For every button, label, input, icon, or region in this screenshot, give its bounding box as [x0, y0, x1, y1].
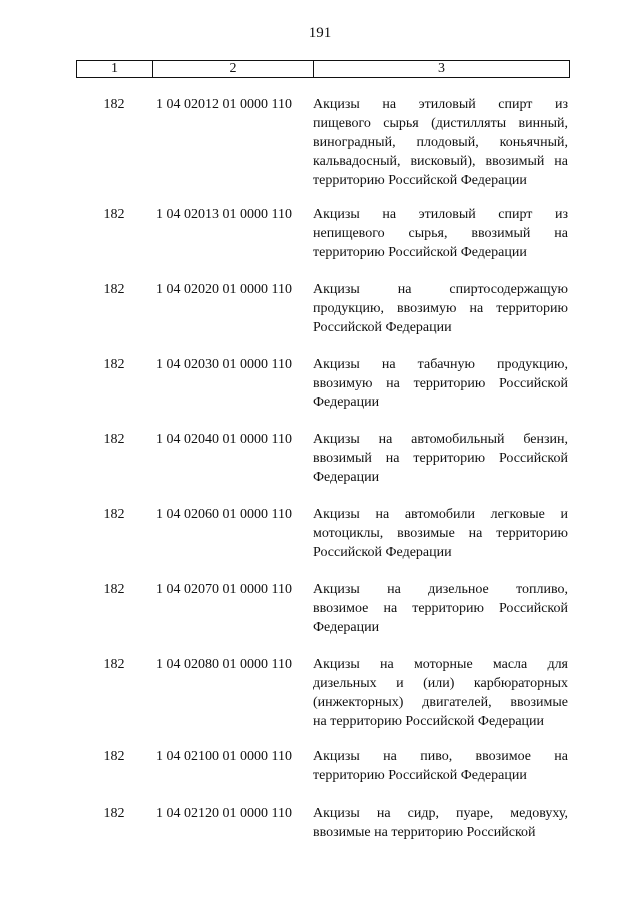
- description-line: (инжекторных) двигателей, ввозимые: [313, 695, 568, 710]
- description-line: Акцизы на пиво, ввозимое на: [313, 749, 568, 764]
- admin-code: 182: [103, 207, 125, 222]
- admin-code: 182: [103, 657, 125, 672]
- budget-code: 1 04 02013 01 0000 110: [156, 207, 292, 222]
- admin-code: 182: [103, 432, 125, 447]
- header-col-1: 1: [77, 61, 153, 77]
- description-line: Российской Федерации: [313, 545, 452, 560]
- description-line: Акцизы на этиловый спирт из: [313, 97, 568, 112]
- description-line: ввозимые на территорию Российской: [313, 825, 536, 840]
- description-line: территорию Российской Федерации: [313, 245, 527, 260]
- description-line: Акцизы на моторные масла для: [313, 657, 568, 672]
- income-description: [313, 95, 568, 190]
- budget-code: 1 04 02012 01 0000 110: [156, 97, 292, 112]
- budget-code: 1 04 02060 01 0000 110: [156, 507, 292, 522]
- budget-code: 1 04 02020 01 0000 110: [156, 282, 292, 297]
- admin-code: 182: [103, 357, 125, 372]
- admin-code: 182: [103, 749, 125, 764]
- description-line: непищевого сырья, ввозимый на: [313, 226, 568, 241]
- description-line: Акцизы на автомобильный бензин,: [313, 432, 568, 447]
- income-description: [313, 280, 568, 337]
- income-description: [313, 430, 568, 487]
- description-line: территорию Российской Федерации: [313, 768, 527, 783]
- header-col-2: 2: [153, 61, 314, 77]
- admin-code: 182: [103, 97, 125, 112]
- description-line: Федерации: [313, 620, 380, 635]
- description-line: кальвадосный, висковый), ввозимый на: [313, 154, 568, 169]
- admin-code: 182: [103, 282, 125, 297]
- admin-code: 182: [103, 507, 125, 522]
- income-description: [313, 747, 568, 785]
- description-line: ввозимое на территорию Российской: [313, 601, 568, 616]
- budget-code: 1 04 02040 01 0000 110: [156, 432, 292, 447]
- description-line: пищевого сырья (дистилляты винный,: [313, 116, 568, 131]
- budget-code: 1 04 02070 01 0000 110: [156, 582, 292, 597]
- income-description: [313, 655, 568, 731]
- description-line: на территорию Российской Федерации: [313, 714, 545, 729]
- description-line: Акцизы на этиловый спирт из: [313, 207, 568, 222]
- income-description: [313, 580, 568, 637]
- description-line: Акцизы на автомобили легковые и: [313, 507, 568, 522]
- description-line: продукцию, ввозимую на территорию: [313, 301, 568, 316]
- description-line: ввозимую на территорию Российской: [313, 376, 568, 391]
- description-line: Российской Федерации: [313, 320, 452, 335]
- description-line: Акцизы на табачную продукцию,: [313, 357, 568, 372]
- admin-code: 182: [103, 806, 125, 821]
- budget-code: 1 04 02030 01 0000 110: [156, 357, 292, 372]
- table-header: [76, 60, 570, 78]
- description-line: виноградный, плодовый, коньячный,: [313, 135, 568, 150]
- description-line: Акцизы на сидр, пуаре, медовуху,: [313, 806, 568, 821]
- description-line: дизельных и (или) карбюраторных: [313, 676, 568, 691]
- budget-code: 1 04 02100 01 0000 110: [156, 749, 292, 764]
- description-line: мотоциклы, ввозимые на территорию: [313, 526, 568, 541]
- page-number: 191: [308, 25, 332, 41]
- description-line: Акцизы на дизельное топливо,: [313, 582, 568, 597]
- description-line: территорию Российской Федерации: [313, 173, 527, 188]
- admin-code: 182: [103, 582, 125, 597]
- income-description: [313, 804, 568, 842]
- header-col-3: 3: [438, 61, 445, 76]
- description-line: Акцизы на спиртосодержащую: [313, 282, 568, 297]
- income-description: [313, 505, 568, 562]
- description-line: Федерации: [313, 470, 380, 485]
- income-description: [313, 355, 568, 412]
- description-line: Федерации: [313, 395, 380, 410]
- budget-code: 1 04 02080 01 0000 110: [156, 657, 292, 672]
- description-line: ввозимый на территорию Российской: [313, 451, 568, 466]
- budget-code: 1 04 02120 01 0000 110: [156, 806, 292, 821]
- income-description: [313, 205, 568, 262]
